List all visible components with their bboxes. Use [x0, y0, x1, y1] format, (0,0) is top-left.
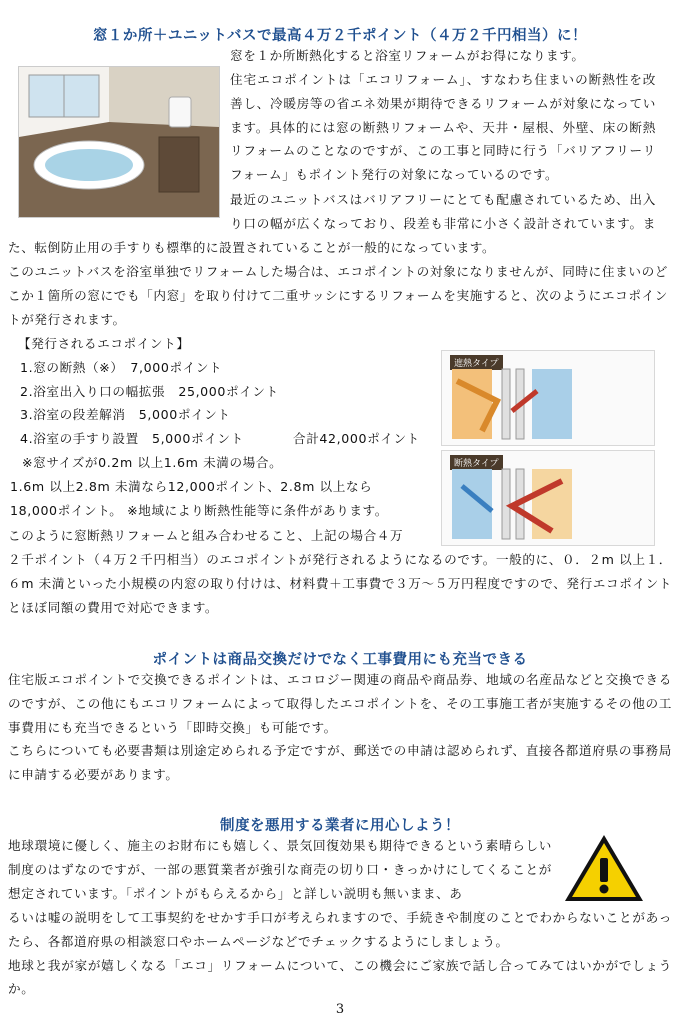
body-paragraph: このユニットバスを浴室単独でリフォームした場合は、エコポイントの対象になりませんが、同時に住まいのどこか１箇所の窓にでも「内窓」を取り付けて二重サッシにするリフォームを実施すると、次のようにエコポイントが発行されます。 [8, 264, 668, 327]
insulation-illustration [442, 451, 582, 545]
note-1: ※窓サイズが0.2m 以上1.6m 未満の場合。 [22, 454, 283, 470]
diagram-title-2: 断熱タイプ [450, 455, 503, 470]
section3-heading: 制度を悪用する業者に用心しよう！ [220, 818, 460, 834]
section2-paragraph-1: 住宅版エコポイントで交換できるポイントは、エコロジー関連の商品や商品券、地域の名産品などと交換できるのですが、この他にもエコリフォームによって取得したエコポイントを、その工事施工者が実施するその他の工事費用にも充当できるという「即時交換」も可能です。 [8, 672, 672, 735]
section1-body [8, 260, 668, 331]
list-item-4-row [18, 427, 438, 451]
page-number: 3 [335, 1002, 345, 1017]
section3-rest-paragraph: るいは嘘の説明をして工事契約をせかす手口が考えられますので、手続きや制度のことでわからないことがあったら、各都道府県の相談窓口やホームページなどでチェックするようにしましょう。 [8, 910, 672, 949]
intro-line-1: 窓を１か所断熱化すると浴室リフォームがお得になります。 [230, 48, 585, 63]
list-title: 【発行されるエコポイント】 [18, 336, 190, 351]
heat-shield-illustration [442, 351, 582, 445]
bathroom-photo [18, 66, 220, 218]
section1-continuation [8, 236, 668, 260]
diagram-title-1: 遮熱タイプ [450, 355, 503, 370]
note-2: 1.6m 以上2.8m 未満なら12,000ポイント、2.8m 以上なら [10, 478, 373, 494]
intro-line-2: 住宅エコポイントは「エコリフォーム」、すなわち住まいの断熱性を改善し、冷暖房等の省エネ効果が期待できるリフォームが対象になっています。具体的には窓の断熱リフォームや、天井・屋根、外壁、床の断熱リフォームのことなのですが、この工事と同時に行う「バリアフリーリフォーム」もポイント発行の対象になっているのです。 [230, 72, 656, 183]
note-3: 18,000ポイント。 ※地域により断熱性能等に条件があります。 [10, 502, 388, 518]
points-total: 合計42,000ポイント [293, 431, 420, 447]
closing-paragraph: ２千ポイント（４万２千円相当）のエコポイントが発行されるようになるのです。一般的に、０．２m 以上１．６m 未満といった小規模の内窓の取り付けは、材料費＋工事費で３万～５万円程度ですので、発行エコポイントとほぼ同額の費用で対応できます。 [8, 552, 672, 615]
closing-first-line: このように窓断熱リフォームと組み合わせること、上記の場合４万 [8, 528, 404, 543]
section1-heading: 窓１か所＋ユニットバスで最高４万２千ポイント（４万２千円相当）に！ [92, 28, 588, 44]
heat-shield-diagram [441, 350, 655, 446]
section3-closing-paragraph: 地球と我が家が嬉しくなる「エコ」リフォームについて、この機会にご家族で話し合ってみてはいかがでしょうか。 [8, 957, 672, 997]
list-item-4: 4.浴室の手すり設置 5,000ポイント [20, 431, 244, 447]
insulation-diagram [441, 450, 655, 546]
intro-line-3: 最近のユニットバスはバリアフリーにとても配慮されているため、出入り口の幅が広くなっており、段差も非常に小さく設計されています。ま [230, 192, 656, 231]
section2-paragraph-2: こちらについても必要書類は別途定められる予定ですが、郵送での申請は認められず、直接各都道府県の事務局に申請する必要があります。 [8, 743, 672, 783]
warning-icon [562, 832, 646, 904]
section1-intro-block-2 [230, 188, 656, 236]
list-item-1: 1.窓の断熱（※） 7,000ポイント [20, 359, 223, 375]
section2-heading: ポイントは商品交換だけでなく工事費用にも充当できる [152, 652, 528, 668]
section2-body [8, 668, 672, 787]
intro-line-3-tail: た、転倒防止用の手すりも標準的に設置されていることが一般的になっています。 [8, 240, 496, 255]
points-list [10, 332, 438, 522]
section3-body [8, 906, 672, 1001]
section1-closing [8, 548, 672, 619]
section3-wrapped [8, 834, 552, 905]
section1-closing-first [8, 524, 438, 548]
list-item-3: 3.浴室の段差解消 5,000ポイント [20, 407, 231, 423]
section3-wrapped-paragraph: 地球環境に優しく、施主のお財布にも嬉しく、景気回復効果も期待できるという素晴らしい制度のはずなのですが、一部の悪質業者が強引な商売の切り口・きっかけにしてくることが想定されています。「ポイントがもらえるから」と詳しい説明も無いまま、あ [8, 838, 552, 901]
section1-intro-right [230, 44, 656, 68]
list-item-2: 2.浴室出入り口の幅拡張 25,000ポイント [20, 383, 279, 399]
bathroom-illustration [19, 67, 219, 217]
